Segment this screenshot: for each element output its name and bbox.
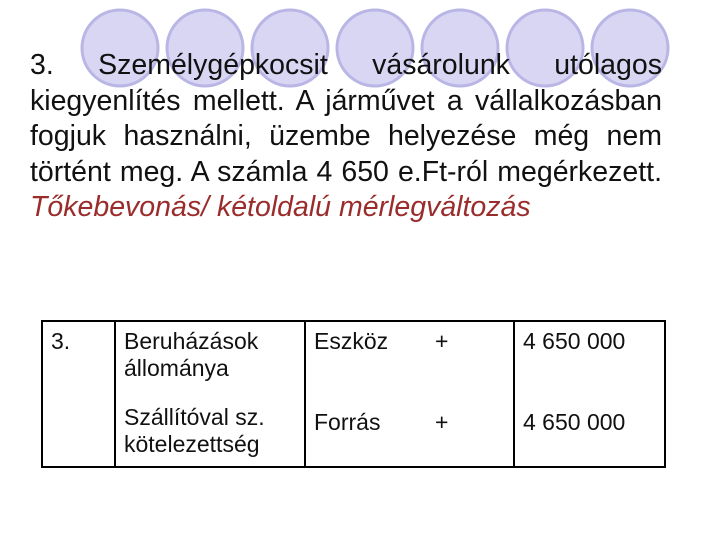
account-name: Szállítóval sz. kötelezettség — [124, 404, 265, 457]
amount-value: 4 650 000 — [523, 328, 626, 354]
classification-label: Tőkebevonás/ kétoldalú mérlegváltozás — [30, 191, 531, 223]
amount-column — [514, 321, 665, 467]
table-row — [42, 321, 665, 467]
side-label: Eszköz — [314, 328, 389, 354]
account-name: Beruházások állománya — [124, 328, 259, 381]
amount-value: 4 650 000 — [523, 409, 626, 435]
side-label: Forrás — [314, 409, 381, 435]
row-number: 3. — [42, 321, 115, 467]
sign-symbol: + — [435, 328, 449, 354]
task-paragraph — [30, 48, 662, 226]
sign-column — [427, 321, 514, 467]
ledger-table — [41, 320, 666, 468]
account-column — [115, 321, 305, 467]
sign-symbol: + — [435, 409, 449, 435]
task-text: 3. Személygépkocsit vásárolunk utólagos kiegyenlítés mellett. A járművet a vállalkozásban fogjuk használni, üzembe helyezése még nem történt meg. A számla 4 650 e.Ft-ról megérkezett. — [30, 49, 662, 188]
side-column — [305, 321, 427, 467]
